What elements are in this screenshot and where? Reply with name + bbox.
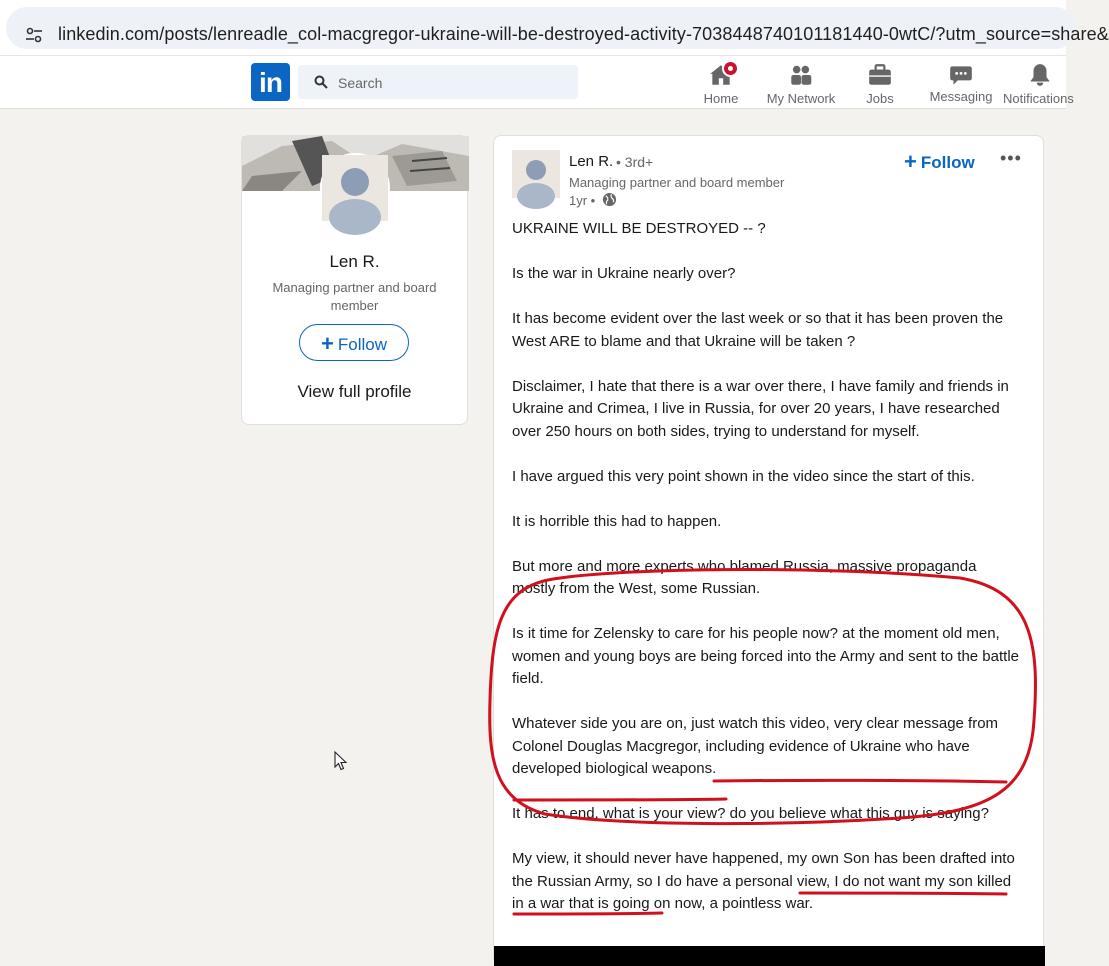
nav-home-label: Home: [703, 91, 739, 106]
post-paragraph: Disclaimer, I hate that there is a war over there, I have family and friends in Ukraine and Crimea, I live in Russia, for over 20 years, I have researched over 250 hours on both sides, trying to understand for myself.: [512, 377, 1009, 440]
search-input[interactable]: [298, 65, 578, 99]
plus-icon: +: [321, 331, 334, 356]
post-text: [512, 218, 1022, 938]
linkedin-logo[interactable]: in: [251, 63, 290, 101]
video-player[interactable]: [494, 946, 1045, 966]
more-options-icon[interactable]: •••: [1000, 148, 1022, 168]
connection-degree: • 3rd+: [616, 154, 654, 170]
post-paragraph: It has become evident over the last week or so that it has been proven the West ARE to blame and that Ukraine will be taken ?: [512, 310, 1004, 350]
post-author-name[interactable]: Len R.: [569, 153, 614, 170]
site-settings-icon[interactable]: [24, 25, 44, 45]
network-icon: [788, 62, 814, 88]
nav-jobs-label: Jobs: [866, 91, 894, 106]
notification-badge: [722, 60, 739, 77]
nav-notifications-label: Notifications: [1003, 91, 1074, 106]
nav-messaging-label: Messaging: [929, 89, 993, 104]
nav-home[interactable]: [696, 60, 746, 108]
post-paragraph: It has to end, what is your view? do you believe what this guy is saying?: [512, 805, 989, 822]
profile-card: [241, 135, 468, 425]
nav-notifications[interactable]: [1003, 60, 1078, 108]
nav-messaging[interactable]: [925, 60, 997, 108]
browser-address-bar: [0, 0, 1109, 56]
post-author-avatar[interactable]: [512, 150, 560, 198]
globe-icon: [602, 192, 617, 207]
post-follow-button[interactable]: [904, 148, 975, 174]
profile-headline: Managing partner and board member: [272, 280, 437, 313]
search-placeholder: Search: [338, 75, 383, 91]
post-card: [493, 135, 1044, 965]
post-paragraph: Is it time for Zelensky to care for his people now? at the moment old men, women and young boys are being forced into the Army and sent to the battle field.: [512, 625, 1019, 687]
follow-button-label: Follow: [337, 335, 387, 354]
profile-name[interactable]: Len R.: [329, 252, 380, 271]
post-paragraph: Is the war in Ukraine nearly over?: [512, 265, 736, 282]
plus-icon: +: [904, 149, 917, 174]
post-paragraph: Whatever side you are on, just watch this video, very clear message from Colonel Douglas Macgregor, including evidence of Ukraine who have developed biological weapons.: [512, 715, 999, 777]
mouse-cursor-icon: [334, 751, 348, 771]
url-field[interactable]: [6, 7, 1109, 49]
post-paragraph: It is horrible this had to happen.: [512, 512, 722, 530]
messaging-icon: [948, 62, 974, 88]
post-author-headline: Managing partner and board member: [569, 175, 785, 190]
post-paragraph: My view, it should never have happened, my own Son has been drafted into the Russian Army, so I do have a personal view, I do not want my son killed in a war that is going on now, a pointless war.: [512, 850, 1015, 912]
nav-jobs[interactable]: [858, 60, 902, 108]
post-paragraph: UKRAINE WILL BE DESTROYED -- ?: [512, 220, 766, 237]
post-timestamp: 1yr •: [569, 193, 596, 208]
follow-button[interactable]: [299, 324, 409, 361]
post-paragraph: I have argued this very point shown in the video since the start of this.: [512, 467, 975, 485]
post-follow-label: Follow: [920, 153, 975, 172]
briefcase-icon: [867, 62, 893, 88]
nav-my-network-label: My Network: [766, 91, 836, 106]
avatar[interactable]: [320, 153, 390, 223]
bell-icon: [1027, 62, 1053, 88]
url-text[interactable]: linkedin.com/posts/lenreadle_col-macgregor-ukraine-will-be-destroyed-activity-7038448740101181440-0wtC/?utm_source=share&: [58, 24, 1109, 44]
view-full-profile-link[interactable]: View full profile: [297, 382, 412, 401]
nav-my-network[interactable]: [762, 60, 840, 108]
search-icon: [314, 75, 328, 89]
linkedin-navbar: [0, 56, 1074, 109]
post-paragraph: But more and more experts who blamed Russia, massive propaganda mostly from the West, some Russian.: [512, 557, 977, 597]
